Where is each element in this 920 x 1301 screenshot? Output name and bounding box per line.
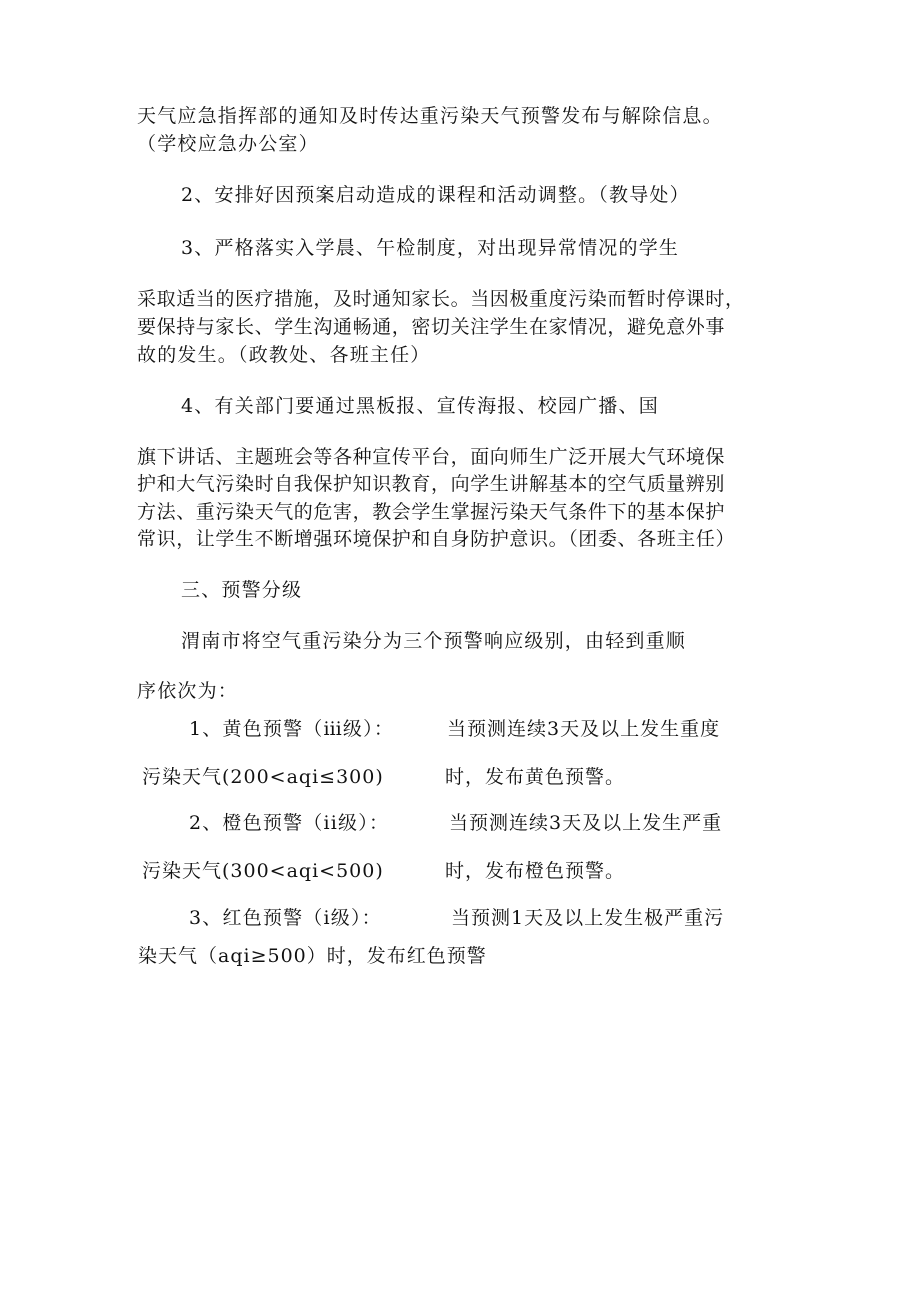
item-3-line-2: 采取适当的医疗措施，及时通知家长。当因极重度污染而暂时停课时，: [137, 288, 745, 310]
item-4-line-1: 4、有关部门要通过黑板报、宣传海报、校园广播、国: [181, 395, 659, 417]
item-4-line-3: 护和大气污染时自我保护知识教育，向学生讲解基本的空气质量辨别: [137, 473, 726, 495]
item-2: 2、安排好因预案启动造成的课程和活动调整。（教导处）: [181, 184, 690, 206]
item-3-line-1: 3、严格落实入学晨、午检制度，对出现异常情况的学生: [181, 237, 680, 259]
orange-warning-label: 2、橙色预警（ii级）：: [189, 812, 390, 834]
section-3-heading: 三、预警分级: [181, 579, 303, 601]
item-4-line-5: 常识，让学生不断增强环境保护和自身防护意识。（团委、各班主任）: [137, 528, 736, 550]
item-3-line-4: 故的发生。（政教处、各班主任）: [137, 344, 431, 366]
paragraph-1-line-2: （学校应急办公室）: [137, 133, 319, 155]
red-warning-line-2: 染天气（aqi≥500）时，发布红色预警: [138, 945, 487, 967]
yellow-warning-action: 时，发布黄色预警。: [445, 766, 626, 788]
red-warning-label: 3、红色预警（i级）：: [189, 907, 382, 929]
orange-warning-condition: 当预测连续3天及以上发生严重: [449, 812, 723, 834]
orange-warning-range: 污染天气(300<aqi<500): [142, 860, 384, 882]
item-4-line-4: 方法、重污染天气的危害，教会学生掌握污染天气条件下的基本保护: [137, 501, 726, 523]
yellow-warning-label: 1、黄色预警（ⅲ级）：: [189, 718, 395, 740]
intro-line-1: 渭南市将空气重污染分为三个预警响应级别，由轻到重顺: [181, 630, 687, 652]
item-3-line-3: 要保持与家长、学生沟通畅通，密切关注学生在家情况，避免意外事: [137, 316, 726, 338]
red-warning-condition: 当预测1天及以上发生极严重污: [451, 907, 725, 929]
yellow-warning-condition: 当预测连续3天及以上发生重度: [447, 718, 721, 740]
paragraph-1-line-1: 天气应急指挥部的通知及时传达重污染天气预警发布与解除信息。: [137, 105, 723, 127]
item-4-line-2: 旗下讲话、主题班会等各种宣传平台，面向师生广泛开展大气环境保: [137, 446, 726, 468]
orange-warning-action: 时，发布橙色预警。: [445, 860, 626, 882]
intro-line-2: 序依次为：: [137, 680, 239, 702]
yellow-warning-range: 污染天气(200<aqi≤300): [142, 766, 384, 788]
